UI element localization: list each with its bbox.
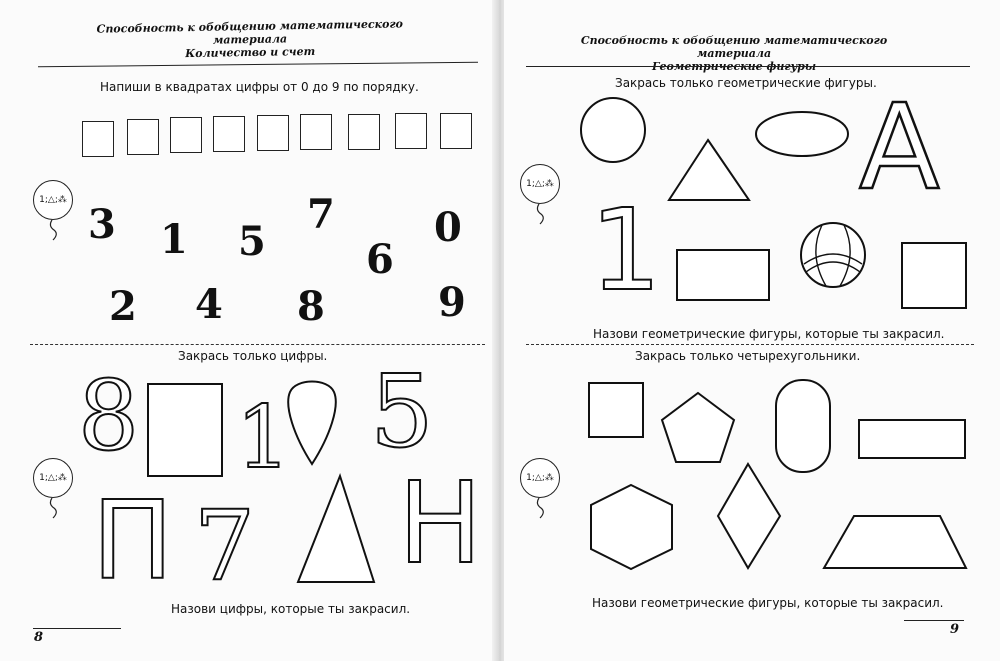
answer-box[interactable] [257, 115, 289, 151]
right-header-line1: Способность к обобщению математического материала [580, 34, 888, 60]
triangle-shape[interactable] [667, 138, 751, 202]
answer-box[interactable] [127, 119, 159, 155]
right-header [554, 34, 914, 73]
outline-letter-p[interactable]: П [92, 479, 174, 604]
answer-box[interactable] [213, 116, 245, 152]
outline-digit-1[interactable]: 1 [236, 388, 291, 488]
balloon-label: 1;△;⁂ [33, 180, 73, 220]
right-header-line2: Геометрические фигуры [651, 60, 817, 73]
digit: 9 [438, 279, 466, 326]
left-page [0, 0, 496, 661]
right-task1: Закрась только геометрические фигуры. [615, 76, 877, 90]
left-header-rule [38, 62, 478, 68]
striped-ball-shape[interactable] [800, 222, 870, 292]
answer-box[interactable] [170, 117, 202, 153]
left-task2: Закрась только цифры. [178, 349, 328, 363]
digit: 0 [434, 204, 462, 251]
footer-rule [33, 628, 121, 629]
digit: 3 [88, 201, 116, 248]
pentagon-shape[interactable] [658, 390, 738, 466]
outline-letter-n[interactable]: Н [398, 459, 483, 589]
ellipse-shape[interactable] [754, 110, 854, 160]
section-divider [526, 344, 974, 345]
answer-box[interactable] [395, 113, 427, 149]
digit: 1 [160, 216, 188, 263]
balloon-icon [520, 164, 560, 224]
digit: 2 [109, 283, 137, 330]
answer-box[interactable] [440, 113, 472, 149]
digit: 6 [366, 236, 394, 283]
outline-digit-1[interactable]: 1 [590, 186, 662, 316]
balloon-label: 1;△;⁂ [520, 164, 560, 204]
digit: 4 [195, 281, 223, 328]
page-number: 9 [950, 622, 960, 637]
square-shape[interactable] [588, 382, 644, 438]
left-question: Назови цифры, которые ты закрасил. [171, 602, 411, 616]
rhombus-shape[interactable] [716, 462, 786, 572]
rectangle-shape[interactable] [858, 419, 966, 459]
answer-box[interactable] [300, 114, 332, 150]
digit: 7 [307, 191, 335, 238]
stadium-shape[interactable] [774, 378, 834, 474]
outline-digit-8[interactable]: 8 [78, 360, 140, 472]
drop-shape[interactable] [282, 376, 342, 466]
section-divider [30, 344, 485, 345]
left-header-line2: Количество и счет [185, 44, 316, 61]
left-task1: Напиши в квадратах цифры от 0 до 9 по порядку. [100, 80, 419, 94]
right-question1: Назови геометрические фигуры, которые ты закрасил. [593, 327, 945, 341]
left-header [60, 17, 441, 63]
right-header-rule [526, 66, 970, 67]
circle-shape[interactable] [580, 97, 650, 167]
square-shape[interactable] [901, 242, 967, 309]
rectangle-shape[interactable] [147, 383, 223, 477]
answer-box[interactable] [348, 114, 380, 150]
outline-digit-7[interactable]: 7 [194, 490, 256, 602]
left-header-line1: Способность к обобщению математического материала [96, 17, 404, 47]
footer-rule [904, 620, 964, 621]
triangle-shape[interactable] [296, 474, 376, 584]
digit: 5 [238, 218, 266, 265]
right-page [504, 0, 1000, 661]
digit: 8 [297, 283, 325, 330]
balloon-icon [520, 458, 560, 518]
balloon-label: 1;△;⁂ [33, 458, 73, 498]
page-number: 8 [34, 630, 44, 645]
balloon-label: 1;△;⁂ [520, 458, 560, 498]
trapezoid-shape[interactable] [822, 512, 972, 572]
rectangle-shape[interactable] [676, 249, 770, 301]
right-question2: Назови геометрические фигуры, которые ты закрасил. [592, 596, 944, 610]
answer-box[interactable] [82, 121, 114, 157]
balloon-icon [33, 458, 73, 518]
right-task2: Закрась только четырехугольники. [635, 349, 861, 363]
outline-letter-a[interactable]: А [859, 78, 940, 216]
outline-digit-5[interactable]: 5 [370, 353, 434, 470]
hexagon-shape[interactable] [588, 483, 678, 573]
balloon-icon [33, 180, 73, 240]
